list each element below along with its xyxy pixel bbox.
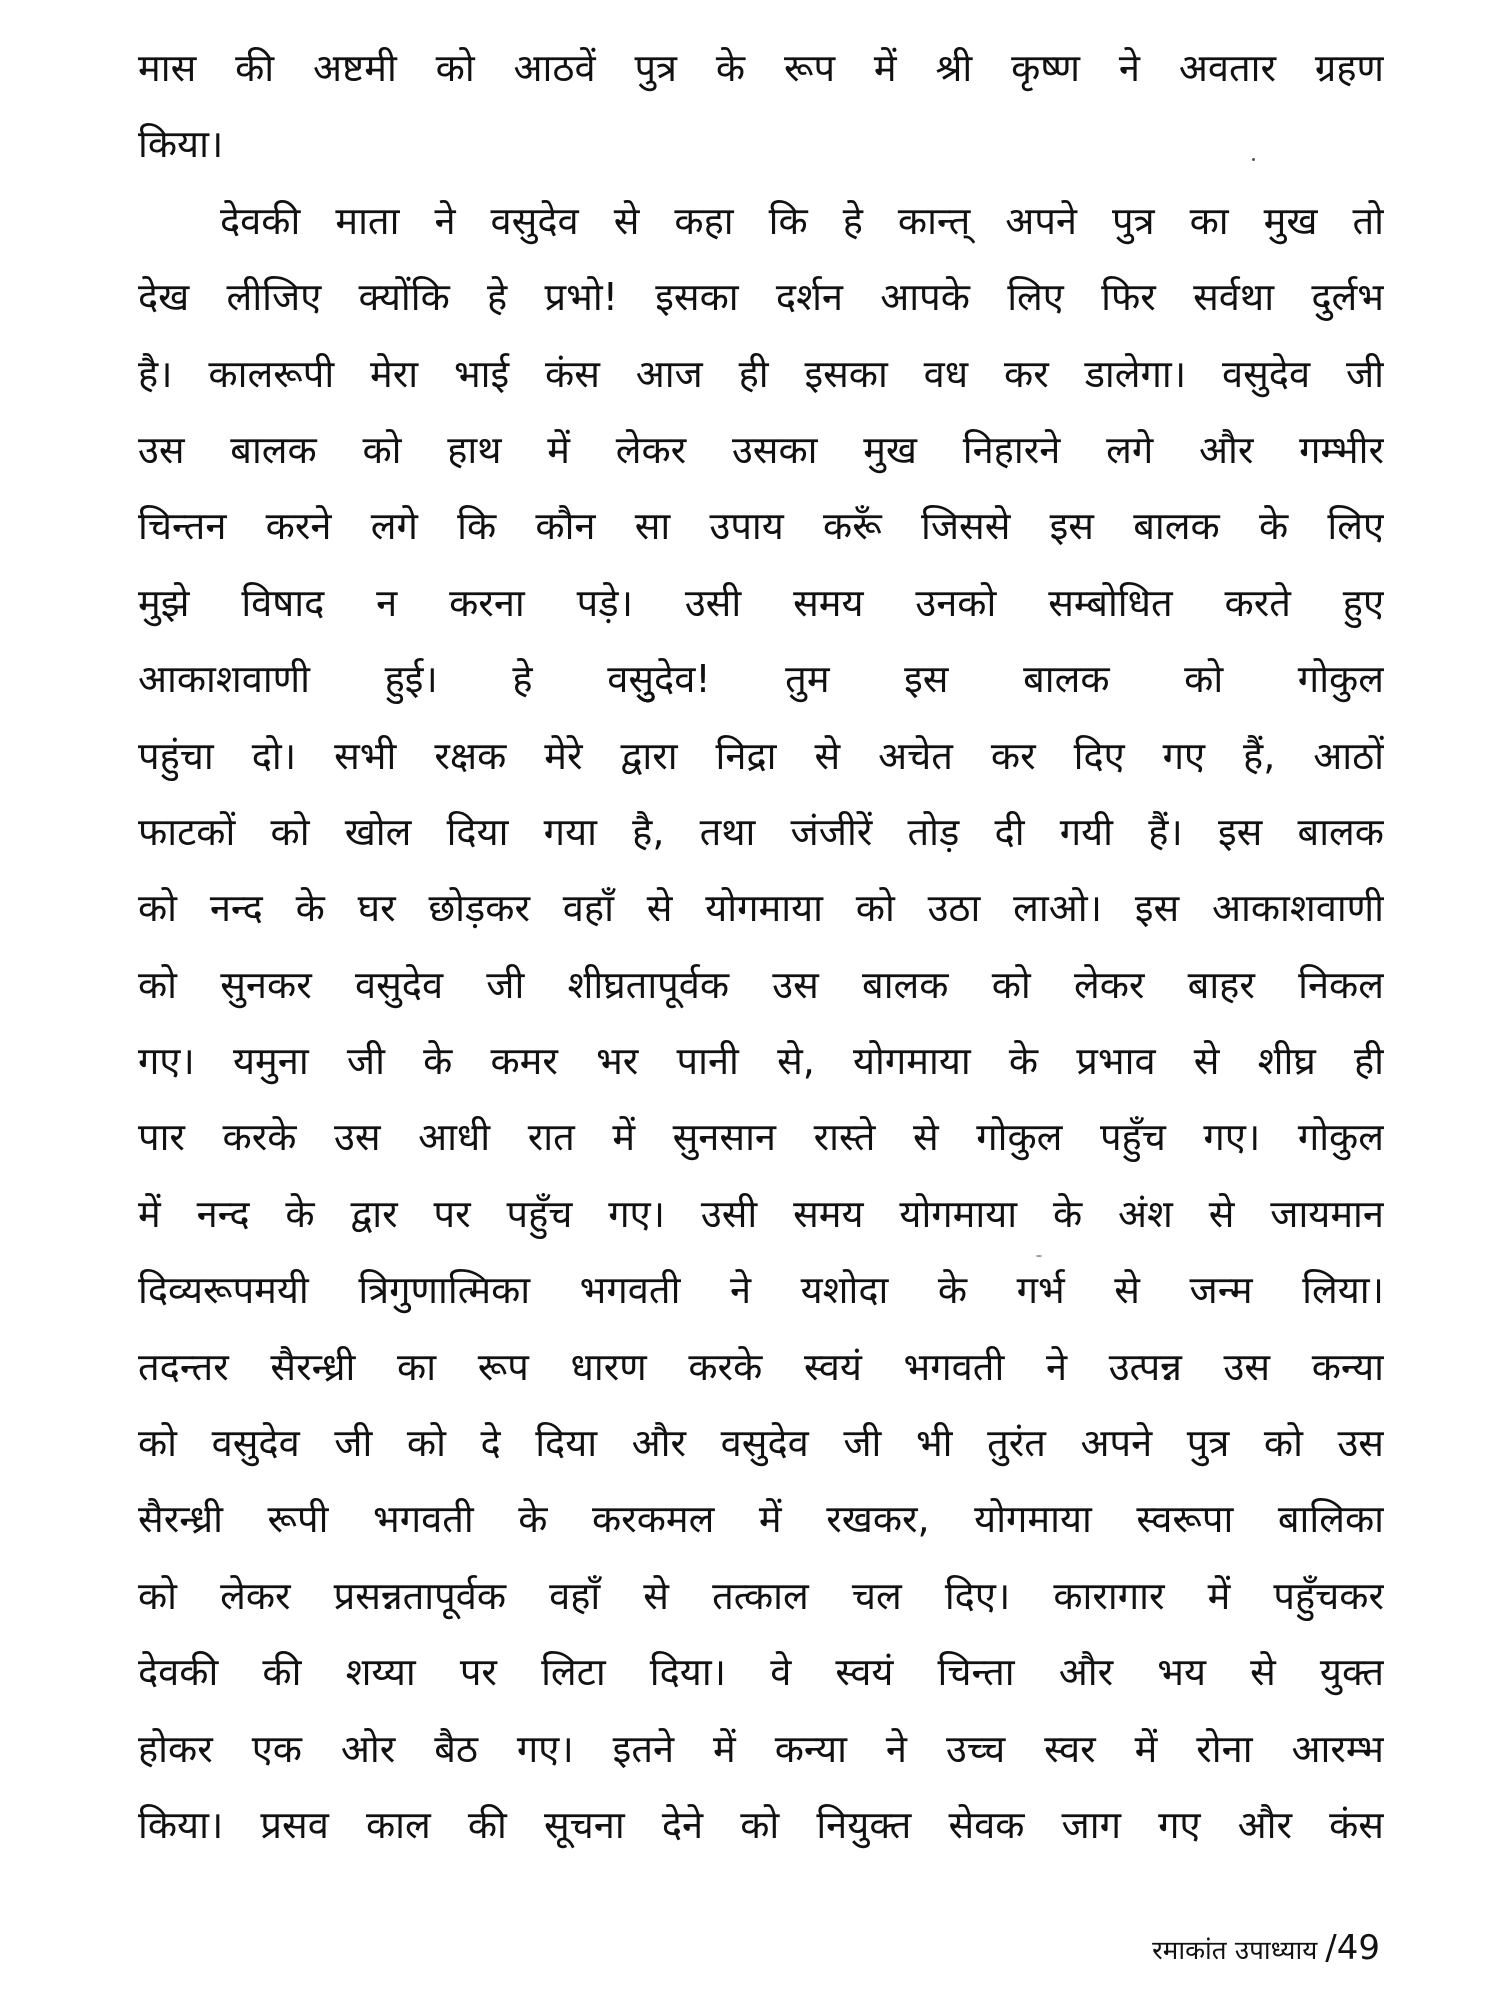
scan-speck [1252,158,1255,161]
text-line-10: पहुंचा दो। सभी रक्षक मेरे द्वारा निद्रा से अचेत कर दिए गए हैं, आठों [138,733,1384,778]
text-line-3: देवकी माता ने वसुदेव से कहा कि हे कान्त् अपने पुत्र का मुख तो [220,198,1384,243]
text-line-23: होकर एक ओर बैठ गए। इतने में कन्या ने उच्च स्वर में रोना आरम्भ [138,1726,1384,1771]
footer-author: रमाकांत उपाध्याय [1152,1936,1318,1966]
body-text [138,30,1384,1863]
text-line-14: गए। यमुना जी के कमर भर पानी से, योगमाया के प्रभाव से शीघ्र ही [138,1039,1384,1084]
text-line-5: है। कालरूपी मेरा भाई कंस आज ही इसका वध कर डालेगा। वसुदेव जी [138,351,1384,396]
text-line-2: किया। [138,122,224,167]
scan-speck [1036,1255,1042,1257]
text-line-8: मुझे विषाद न करना पड़े। उसी समय उनको सम्बोधित करते हुए [138,580,1384,625]
text-line-4: देख लीजिए क्योंकि हे प्रभो! इसका दर्शन आपके लिए फिर सर्वथा दुर्लभ [138,275,1384,320]
text-line-22: देवकी की शय्या पर लिटा दिया। वे स्वयं चिन्ता और भय से युक्त [138,1650,1384,1695]
text-line-21: को लेकर प्रसन्नतापूर्वक वहाँ से तत्काल चल दिए। कारागार में पहुँचकर [138,1573,1384,1618]
text-line-17: दिव्यरूपमयी त्रिगुणात्मिका भगवती ने यशोदा के गर्भ से जन्म लिया। [138,1268,1384,1313]
text-line-16: में नन्द के द्वार पर पहुँच गए। उसी समय योगमाया के अंश से जायमान [138,1191,1384,1236]
text-line-11: फाटकों को खोल दिया गया है, तथा जंजीरें तोड़ दी गयी हैं। इस बालक [138,809,1384,854]
text-line-20: सैरन्ध्री रूपी भगवती के करकमल में रखकर, योगमाया स्वरूपा बालिका [138,1497,1384,1542]
text-line-1: मास की अष्टमी को आठवें पुत्र के रूप में श्री कृष्ण ने अवतार ग्रहण [138,46,1384,90]
text-line-9: आकाशवाणी हुई। हे वसुुुुुुुुुुुुदेव! तुम इस बालक को गोकुल [138,657,1384,702]
page-number: /49 [1325,1928,1380,1968]
text-line-15: पार करके उस आधी रात में सुनसान रास्ते से गोकुल पहुँच गए। गोकुल [138,1115,1384,1160]
text-line-24: किया। प्रसव काल की सूचना देने को नियुक्त सेवक जाग गए और कंस [138,1802,1384,1847]
text-line-12: को नन्द के घर छोड़कर वहाँ से योगमाया को उठा लाओ। इस आकाशवाणी [138,886,1384,931]
page-footer [1152,1928,1380,1968]
text-line-18: तदन्तर सैरन्ध्री का रूप धारण करके स्वयं भगवती ने उत्पन्न उस कन्या [138,1344,1384,1389]
text-line-19: को वसुदेव जी को दे दिया और वसुदेव जी भी तुरंत अपने पुत्र को उस [138,1421,1384,1466]
text-line-7: चिन्तन करने लगे कि कौन सा उपाय करूँ जिससे इस बालक के लिए [138,504,1384,549]
text-line-13: को सुनकर वसुदेव जी शीघ्रतापूर्वक उस बालक को लेकर बाहर निकल [138,962,1384,1007]
text-line-6: उस बालक को हाथ में लेकर उसका मुख निहारने लगे और गम्भीर [138,427,1384,472]
